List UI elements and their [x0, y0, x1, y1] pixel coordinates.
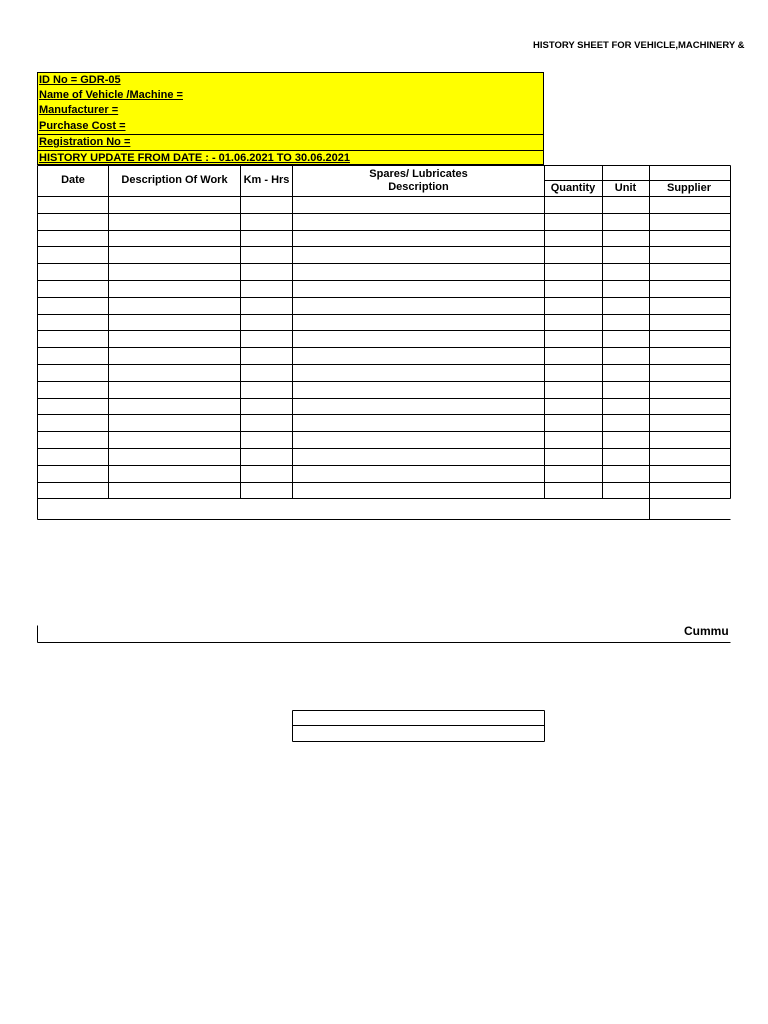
id-no-line: ID No = GDR-05 — [39, 74, 121, 86]
col-header-date: Date — [61, 174, 85, 186]
vehicle-info-box — [37, 72, 544, 165]
col-header-quantity: Quantity — [550, 182, 596, 194]
cummulative-label: Cummu — [684, 624, 729, 638]
purchase-cost-line: Purchase Cost = — [39, 120, 126, 132]
history-update-line: HISTORY UPDATE FROM DATE : - 01.06.2021 TO 30.06.2021 — [38, 150, 543, 166]
col-header-spares: Spares/ Lubricates Description — [369, 168, 468, 193]
page-title: HISTORY SHEET FOR VEHICLE,MACHINERY & — [533, 40, 745, 51]
registration-no-line: Registration No = — [38, 134, 543, 150]
vehicle-name-line: Name of Vehicle /Machine = — [39, 89, 183, 101]
col-header-unit: Unit — [614, 182, 637, 194]
col-header-supplier: Supplier — [666, 182, 711, 194]
col-header-km-hrs: Km - Hrs — [243, 174, 290, 186]
manufacturer-line: Manufacturer = — [39, 104, 119, 116]
col-header-description: Description Of Work — [121, 174, 228, 186]
